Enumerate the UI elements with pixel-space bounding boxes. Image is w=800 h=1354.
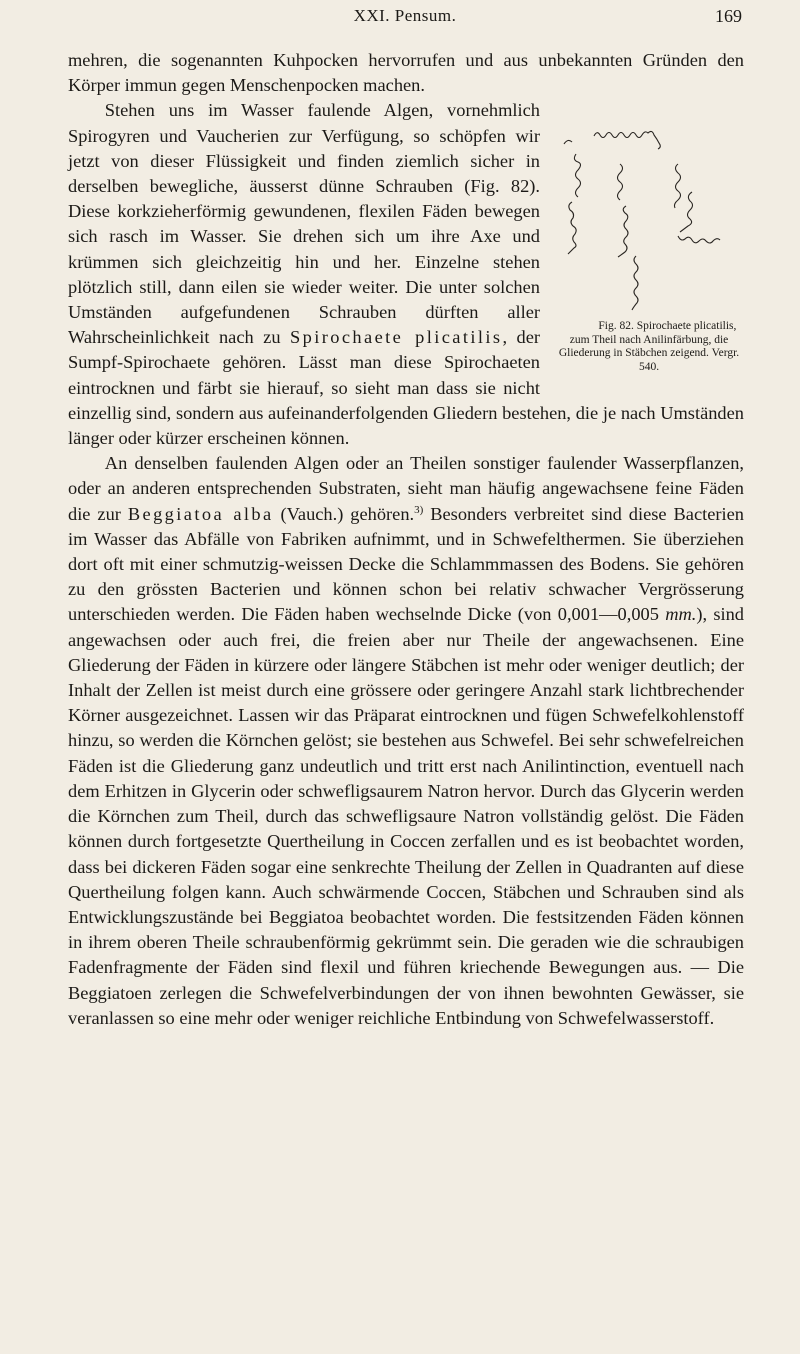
text-run: An denselben faulenden Algen oder an Theilen sonstiger faulender Wasserpflanzen, oder an anderen entsprechenden Substraten, sieht man häufig angewachsene feine Fäden die zur: [68, 453, 744, 524]
spiral-filament: [678, 236, 720, 243]
running-title: XXI. Pensum.: [353, 6, 457, 25]
paragraph: [68, 451, 744, 1031]
page-number: 169: [715, 6, 742, 26]
spirochaete-illustration: [554, 106, 744, 314]
text-run: Stehen uns im Wasser faulende Algen, vornehmlich Spirogyren und Vaucherien zur Verfügung, so schöpfen wir jetzt von dieser Flüssigkeit und finden ziemlich sicher in derselben bewegliche, äusserst dünne Schrauben (Fig. 82). Diese korkzieherförmig gewundenen, flexilen Fäden bewegen sich rasch im Wasser. Sie drehen sich um ihre Axe und krümmen sich gleichzeitig hin und her. Einzelne stehen plötzlich still, dann eilen sie wieder weiter. Die unter solchen Umständen aufgefundenen Schrauben dürften aller Wahrscheinlichkeit nach zu: [68, 100, 540, 348]
body-text: [68, 48, 744, 1031]
spiral-filament: [574, 154, 580, 197]
text-run: , der Sumpf-Spirochaete gehören. Lässt man diese Spirochaeten eintrocknen und färbt sie hierauf, so sieht man dass sie nicht einzellig sind, sondern aus aufeinanderfolgenden Gliedern bestehen, die je nach Umständen länger oder kürzer erscheinen können.: [68, 327, 744, 449]
paragraph: [68, 48, 744, 98]
text-run: Besonders verbreitet sind diese Bacterien im Wasser das Abfälle von Fabriken aufnimmt, und in Schwefelthermen. Sie überziehen dort oft mit einer schmutzig-weissen Decke die Schlammmassen des Bodens. Sie gehören zu den grössten Bacterien und können schon bei relativ schwacher Vergrösserung unterschieden werden. Die Fäden haben wechselnde Dicke (von 0,001—0,005: [68, 503, 744, 625]
text-run: ), sind angewachsen oder auch frei, die freien aber nur Theile der angewachsenen. Eine Gliederung der Fäden in kürzere oder längere Stäbchen ist mehr oder weniger deutlich; der Inhalt der Zellen ist meist durch eine grössere oder geringere Anzahl stark lichtbrechender Körner ausgezeichnet. Lassen wir das Präparat eintrocknen und fügen Schwefelkohlenstoff hinzu, so werden die Körnchen gelöst; sie bestehen aus Schwefel. Bei sehr schwefelreichen Fäden ist die Gliederung ganz undeutlich und tritt erst nach Anilintinction, eventuell nach dem Erhitzen in Glycerin oder schwefligsaurem Natron hervor. Durch das Glycerin werden die Körnchen zum Theil, durch das schwefligsaure Natron vollständig gelöst. Die Fäden können durch fortgesetzte Quertheilung in Coccen zerfallen und es ist beobachtet worden, dass bei dickeren Fäden sogar eine senkrechte Theilung der Zellen in Quadranten auf diese Quertheilung folgen kann. Auch schwärmende Coccen, Stäbchen und Schrauben sind als Entwicklungszustände bei Beggiatoa beobachtet worden. Die festsitzenden Fäden können in ihrem oberen Theile schraubenförmig gekrümmt sein. Die geraden wie die schraubigen Fadenfragmente der Fäden sind flexil und führen kriechende Bewegungen aus. — Die Beggiatoen zerlegen die Schwefelverbindungen der von ihnen bewohnten Gewässer, sie veranlassen so eine mehr oder weniger reichliche Entbindung von Schwefelwasserstoff.: [68, 604, 745, 1028]
spiral-filament: [632, 256, 638, 310]
spiral-filament: [564, 132, 660, 150]
figure-82: [554, 106, 744, 374]
figure-caption: Fig. 82. Spirochaete plicatilis, zum Theil nach Anilinfärbung, die Gliederung in Stäbchen zeigend. Vergr. 540.: [558, 320, 740, 373]
emphasis-text: Spirochaete plicatilis: [290, 327, 503, 348]
footnote-marker: 3): [414, 503, 424, 516]
text-run: (Vauch.) gehören.: [273, 503, 415, 524]
spiral-filament: [674, 164, 680, 208]
text-run: mehren, die sogenannten Kuhpocken hervorrufen und aus unbekannten Gründen den Körper immun gegen Menschenpocken machen.: [68, 50, 744, 96]
spiral-filament: [618, 206, 628, 257]
running-header: [68, 0, 742, 44]
emphasis-text: mm.: [665, 604, 697, 625]
spiral-filament: [680, 192, 693, 232]
paragraph: [68, 98, 744, 451]
spiral-filament: [568, 202, 576, 254]
spiral-filament: [618, 164, 623, 200]
emphasis-text: Beggiatoa alba: [127, 503, 274, 524]
